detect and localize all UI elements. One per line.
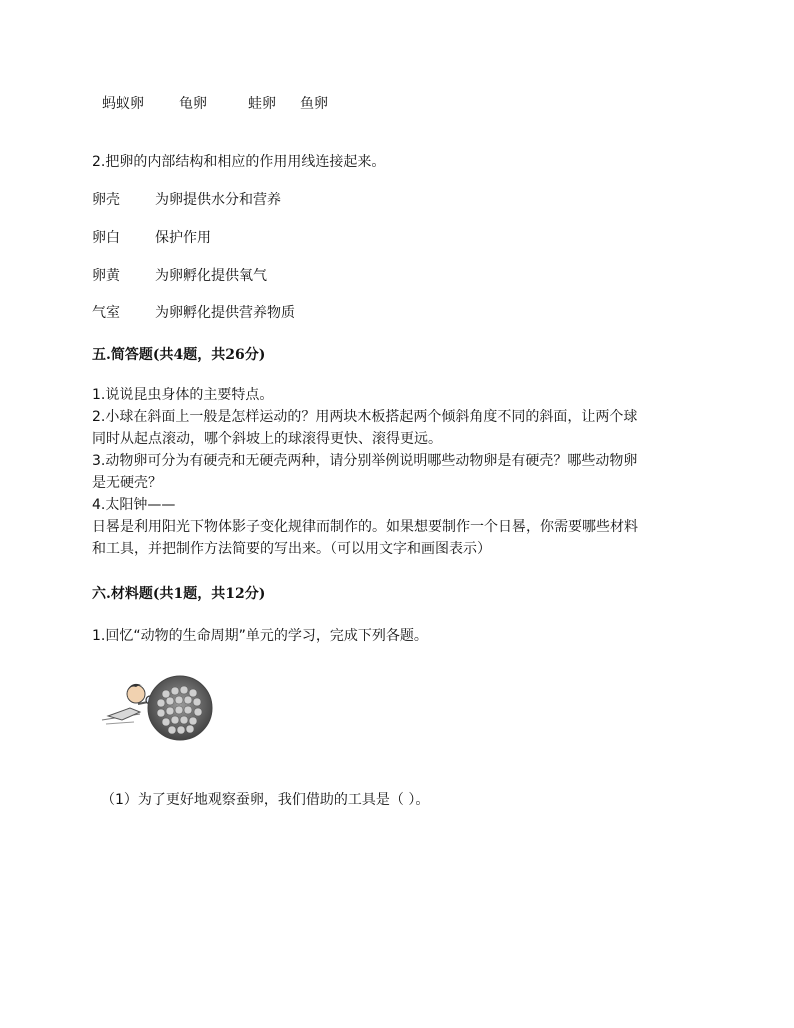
egg-name-frog: 蛙卵 (248, 96, 276, 112)
match-left-eggshell: 卵壳 (92, 192, 120, 208)
section-5-line: 同时从起点滚动，哪个斜坡上的球滚得更快、滚得更远。 (92, 431, 442, 447)
section-6-question-1: 1.回忆“动物的生命周期”单元的学习，完成下列各题。 (92, 628, 428, 644)
question-2-prompt: 2.把卵的内部结构和相应的作用用线连接起来。 (92, 154, 386, 170)
match-right-3: 为卵孵化提供氧气 (155, 268, 267, 284)
section-5-line: 是无硬壳？ (92, 475, 162, 491)
match-left-egg-white: 卵白 (92, 230, 120, 246)
match-left-yolk: 卵黄 (92, 268, 120, 284)
match-left-air-cell: 气室 (92, 305, 120, 321)
section-5-line: 日晷是利用阳光下物体影子变化规律而制作的。如果想要制作一个日晷，你需要哪些材料 (92, 519, 638, 535)
boy-with-magnifier-and-silkworm-eggs-icon (100, 672, 220, 750)
match-right-1: 为卵提供水分和营养 (155, 192, 281, 208)
section-5-questions (92, 384, 712, 560)
match-right-2: 保护作用 (155, 230, 211, 246)
section-5-line: 3.动物卵可分为有硬壳和无硬壳两种，请分别举例说明哪些动物卵是有硬壳？哪些动物卵 (92, 453, 638, 469)
section-6-subquestion-1: （1）为了更好地观察蚕卵，我们借助的工具是（ ）。 (101, 792, 430, 808)
section-5-line: 4.太阳钟—— (92, 497, 176, 513)
egg-name-turtle: 龟卵 (179, 96, 207, 112)
section-5-line: 2.小球在斜面上一般是怎样运动的？用两块木板搭起两个倾斜角度不同的斜面，让两个球 (92, 409, 638, 425)
section-5-title: 五.简答题(共4题，共26分) (92, 347, 266, 363)
section-6-title: 六.材料题(共1题，共12分) (92, 586, 266, 602)
egg-name-fish: 鱼卵 (300, 96, 328, 112)
section-5-line: 和工具，并把制作方法简要的写出来。（可以用文字和画图表示） (92, 541, 491, 557)
section-5-line: 1.说说昆虫身体的主要特点。 (92, 387, 274, 403)
match-right-4: 为卵孵化提供营养物质 (155, 305, 295, 321)
egg-name-ant: 蚂蚁卵 (102, 96, 144, 112)
